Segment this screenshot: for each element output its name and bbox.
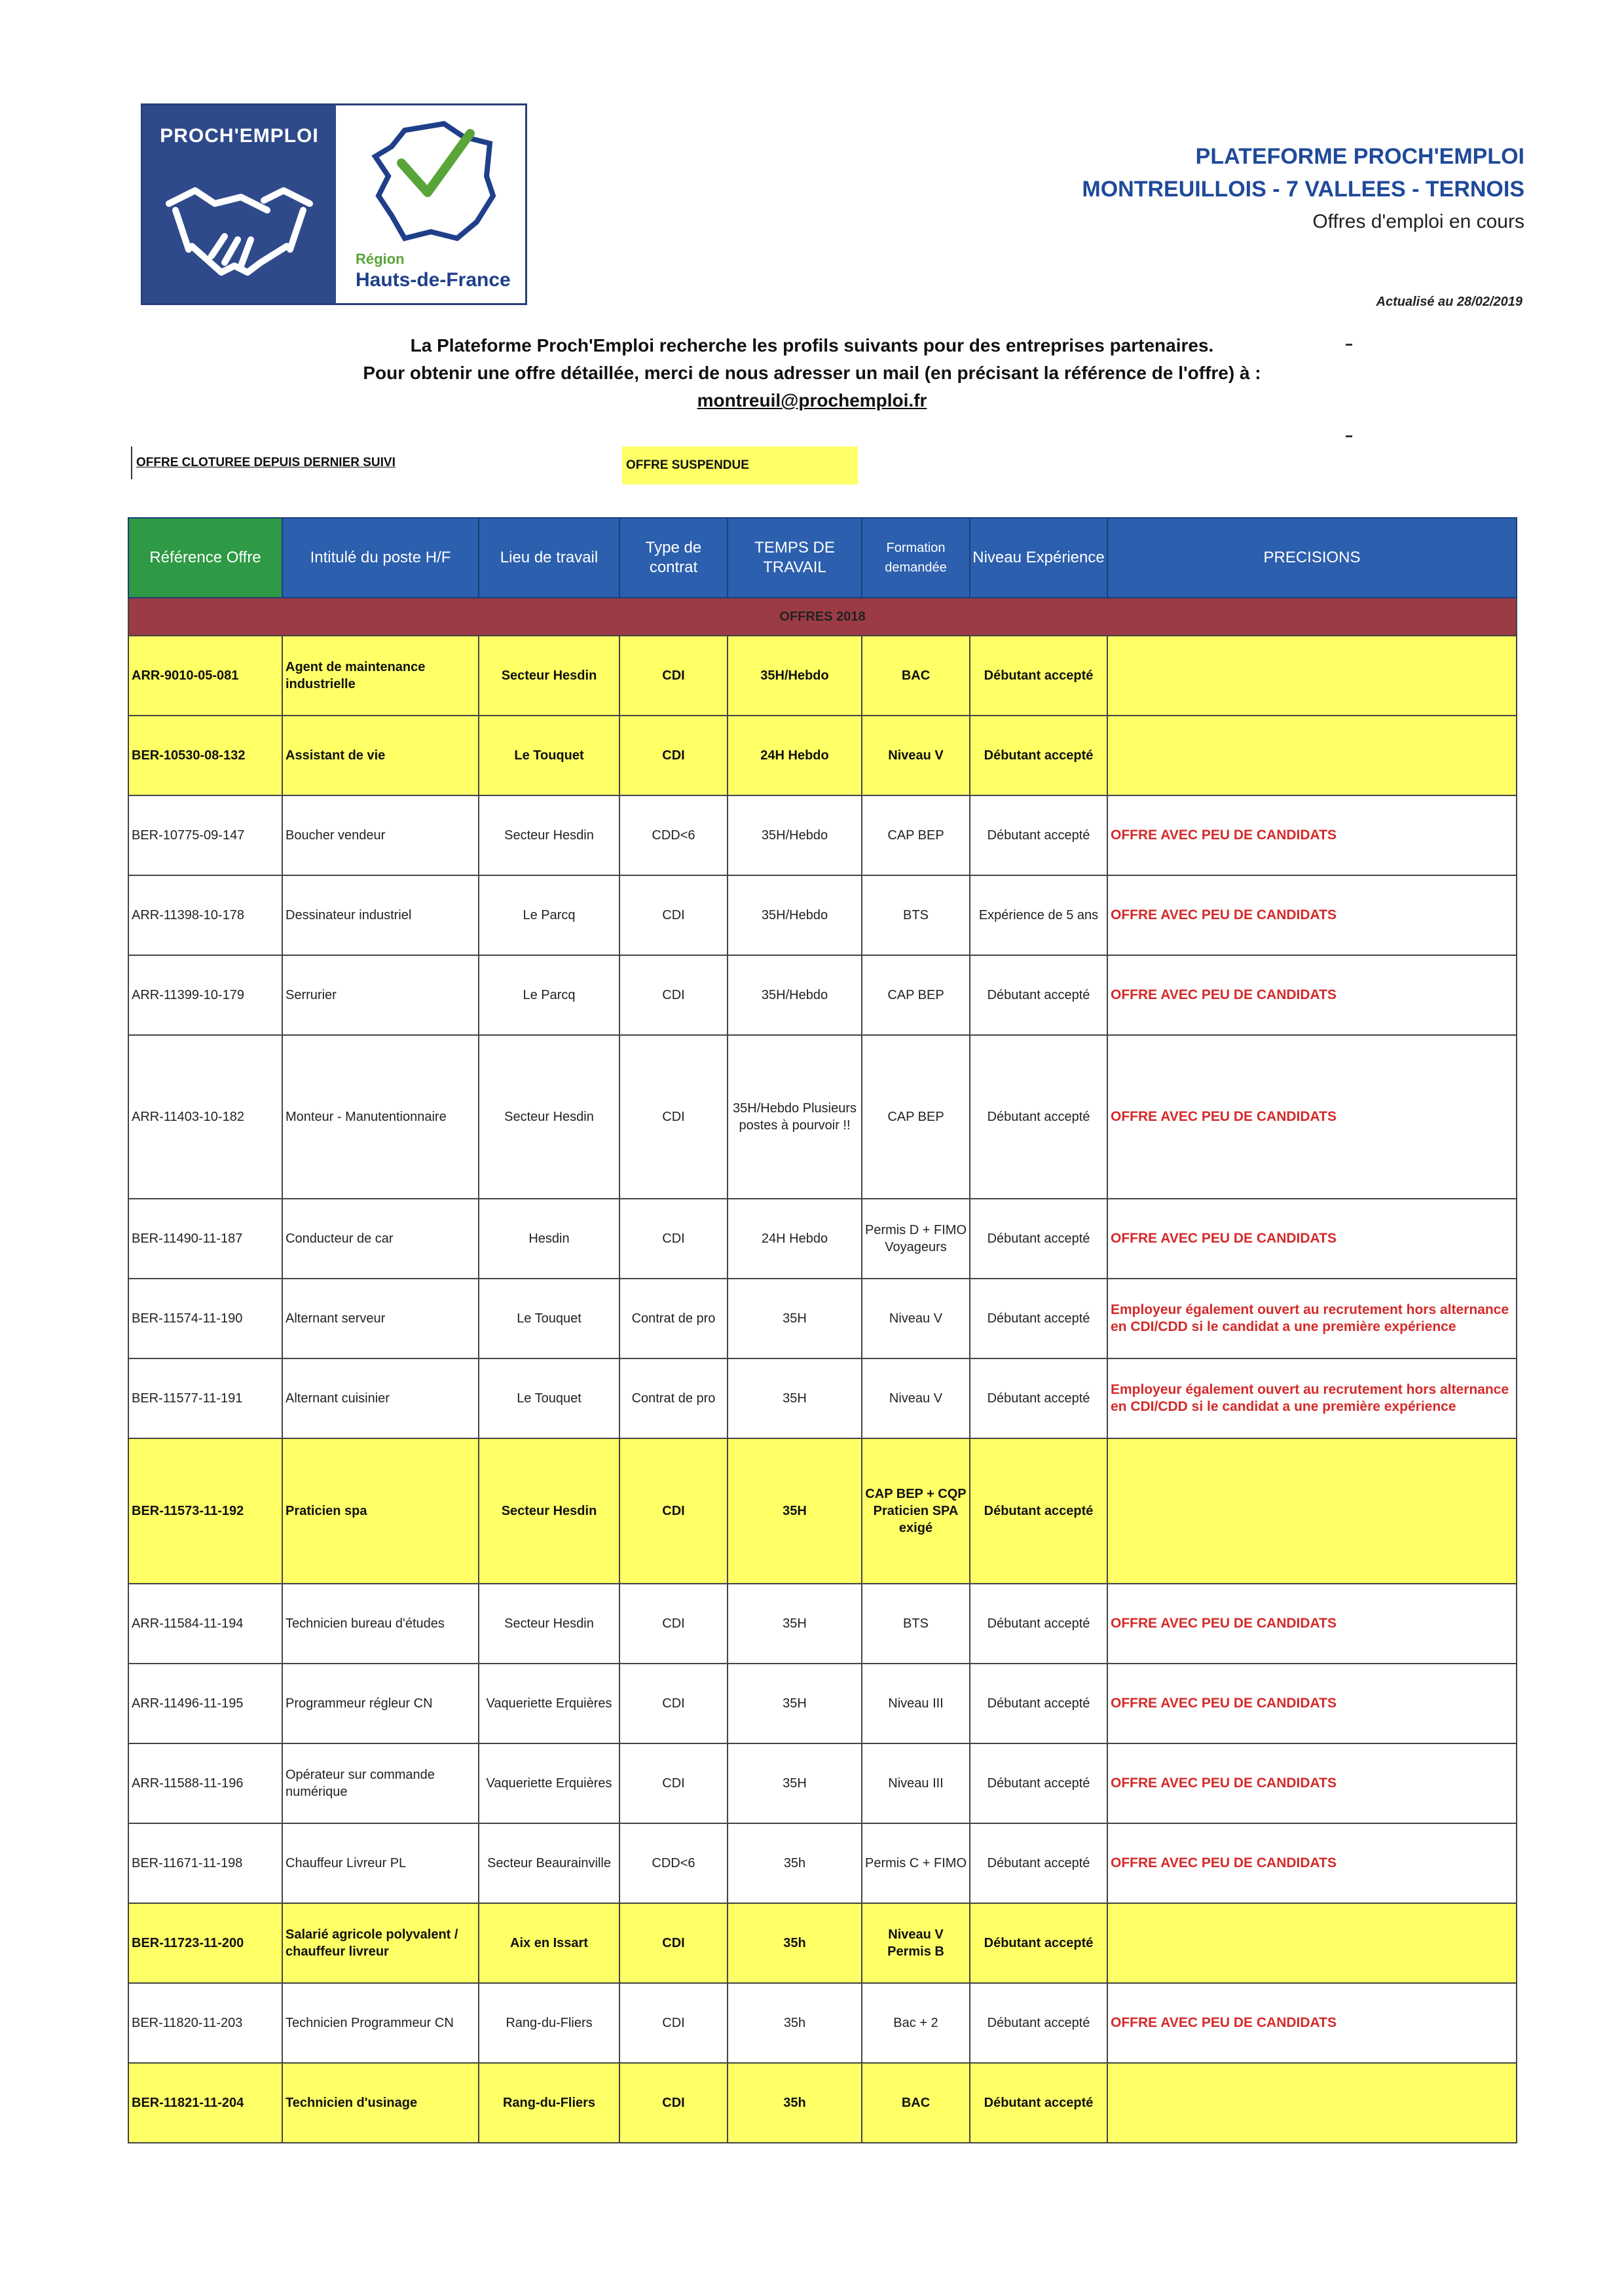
cell-reference: BER-11573-11-192 — [128, 1438, 282, 1584]
cell-level: Expérience de 5 ans — [970, 875, 1107, 955]
table-row — [128, 1358, 1517, 1438]
cell-job-title: Monteur - Manutentionnaire — [282, 1035, 479, 1199]
cell-contract: CDD<6 — [619, 1823, 728, 1903]
cell-training: BAC — [862, 636, 970, 716]
platform-title: PLATEFORME PROCH'EMPLOI — [1195, 144, 1524, 169]
cell-level: Débutant accepté — [970, 955, 1107, 1035]
cell-place: Rang-du-Fliers — [479, 2063, 619, 2143]
cell-training: Niveau III — [862, 1664, 970, 1743]
cell-precisions: OFFRE AVEC PEU DE CANDIDATS — [1107, 1664, 1517, 1743]
cell-precisions: OFFRE AVEC PEU DE CANDIDATS — [1107, 795, 1517, 875]
cell-precisions — [1107, 636, 1517, 716]
cell-contract: CDI — [619, 716, 728, 795]
scan-mark — [1346, 344, 1352, 346]
cell-time: 24H Hebdo — [728, 716, 862, 795]
table-row — [128, 1584, 1517, 1664]
table-row — [128, 1664, 1517, 1743]
cell-precisions: OFFRE AVEC PEU DE CANDIDATS — [1107, 1743, 1517, 1823]
cell-place: Secteur Hesdin — [479, 636, 619, 716]
cell-contract: CDI — [619, 1903, 728, 1983]
cell-time: 35H — [728, 1584, 862, 1664]
cell-job-title: Boucher vendeur — [282, 795, 479, 875]
col-header-training: Formation demandée — [862, 518, 970, 598]
cell-precisions: OFFRE AVEC PEU DE CANDIDATS — [1107, 1983, 1517, 2063]
cell-level: Débutant accepté — [970, 1823, 1107, 1903]
cell-contract: CDI — [619, 955, 728, 1035]
table-row — [128, 1035, 1517, 1199]
cell-job-title: Serrurier — [282, 955, 479, 1035]
territory-title: MONTREUILLOIS - 7 VALLEES - TERNOIS — [1082, 177, 1524, 202]
cell-level: Débutant accepté — [970, 1743, 1107, 1823]
cell-place: Vaqueriette Erquières — [479, 1743, 619, 1823]
scan-mark — [1346, 435, 1352, 437]
cell-place: Secteur Hesdin — [479, 1438, 619, 1584]
cell-place: Le Touquet — [479, 716, 619, 795]
cell-job-title: Agent de maintenance industrielle — [282, 636, 479, 716]
cell-place: Le Touquet — [479, 1279, 619, 1358]
cell-precisions — [1107, 1438, 1517, 1584]
cell-job-title: Chauffeur Livreur PL — [282, 1823, 479, 1903]
cell-reference: BER-11821-11-204 — [128, 2063, 282, 2143]
cell-precisions — [1107, 716, 1517, 795]
cell-reference: ARR-11399-10-179 — [128, 955, 282, 1035]
intro-line-1: La Plateforme Proch'Emploi recherche les profils suivants pour des entreprises partenaires. — [410, 335, 1214, 355]
cell-level: Débutant accepté — [970, 2063, 1107, 2143]
cell-precisions — [1107, 1903, 1517, 1983]
cell-training: Permis C + FIMO — [862, 1823, 970, 1903]
table-row — [128, 1438, 1517, 1584]
cell-contract: CDI — [619, 1584, 728, 1664]
cell-reference: ARR-11398-10-178 — [128, 875, 282, 955]
col-header-level: Niveau Expérience — [970, 518, 1107, 598]
cell-contract: CDD<6 — [619, 795, 728, 875]
cell-precisions — [1107, 2063, 1517, 2143]
cell-training: Niveau III — [862, 1743, 970, 1823]
col-header-precisions: PRECISIONS — [1107, 518, 1517, 598]
logo-region-panel — [336, 105, 525, 303]
cell-time: 35h — [728, 2063, 862, 2143]
col-header-reference: Référence Offre — [128, 518, 282, 598]
cell-job-title: Programmeur régleur CN — [282, 1664, 479, 1743]
cell-job-title: Alternant serveur — [282, 1279, 479, 1358]
logo-brand-text: PROCH'EMPLOI — [160, 125, 319, 147]
table-row — [128, 795, 1517, 875]
cell-time: 35h — [728, 1823, 862, 1903]
cell-training: Niveau V — [862, 716, 970, 795]
cell-contract: CDI — [619, 2063, 728, 2143]
cell-training: CAP BEP — [862, 955, 970, 1035]
cell-reference: ARR-11588-11-196 — [128, 1743, 282, 1823]
cell-precisions: OFFRE AVEC PEU DE CANDIDATS — [1107, 1584, 1517, 1664]
cell-precisions: Employeur également ouvert au recrutement hors alternance en CDI/CDD si le candidat a une première expérience — [1107, 1279, 1517, 1358]
cell-time: 35H/Hebdo — [728, 636, 862, 716]
cell-level: Débutant accepté — [970, 1983, 1107, 2063]
cell-level: Débutant accepté — [970, 1358, 1107, 1438]
table-row — [128, 955, 1517, 1035]
cell-training: CAP BEP + CQP Praticien SPA exigé — [862, 1438, 970, 1584]
table-row — [128, 1983, 1517, 2063]
table-row — [128, 1199, 1517, 1279]
cell-training: Niveau V — [862, 1358, 970, 1438]
cell-precisions: OFFRE AVEC PEU DE CANDIDATS — [1107, 1199, 1517, 1279]
cell-contract: CDI — [619, 1664, 728, 1743]
cell-time: 35h — [728, 1983, 862, 2063]
table-row — [128, 716, 1517, 795]
france-heart-icon — [365, 117, 503, 248]
cell-contract: CDI — [619, 1743, 728, 1823]
col-header-time: TEMPS DE TRAVAIL — [728, 518, 862, 598]
cell-contract: CDI — [619, 1983, 728, 2063]
cell-job-title: Assistant de vie — [282, 716, 479, 795]
logo-brand-panel — [143, 105, 336, 303]
cell-time: 35H — [728, 1279, 862, 1358]
cell-place: Le Touquet — [479, 1358, 619, 1438]
logo-region-name: Hauts-de-France — [356, 269, 511, 291]
cell-job-title: Technicien bureau d'études — [282, 1584, 479, 1664]
cell-time: 35H/Hebdo — [728, 955, 862, 1035]
col-header-contract: Type de contrat — [619, 518, 728, 598]
cell-place: Secteur Hesdin — [479, 1584, 619, 1664]
cell-place: Rang-du-Fliers — [479, 1983, 619, 2063]
cell-training: BAC — [862, 2063, 970, 2143]
table-header-row — [128, 518, 1517, 598]
cell-training: Niveau V Permis B — [862, 1903, 970, 1983]
cell-training: CAP BEP — [862, 1035, 970, 1199]
cell-reference: ARR-9010-05-081 — [128, 636, 282, 716]
cell-reference: BER-11671-11-198 — [128, 1823, 282, 1903]
cell-contract: CDI — [619, 1438, 728, 1584]
cell-contract: Contrat de pro — [619, 1358, 728, 1438]
legend-closed-offer: OFFRE CLOTUREE DEPUIS DERNIER SUIVI — [131, 446, 439, 479]
cell-job-title: Technicien Programmeur CN — [282, 1983, 479, 2063]
intro-line-2: Pour obtenir une offre détaillée, merci de nous adresser un mail (en précisant la référence de l'offre) à : — [363, 363, 1261, 383]
cell-training: CAP BEP — [862, 795, 970, 875]
cell-contract: CDI — [619, 1199, 728, 1279]
cell-level: Débutant accepté — [970, 1279, 1107, 1358]
cell-training: Bac + 2 — [862, 1983, 970, 2063]
cell-contract: CDI — [619, 875, 728, 955]
cell-contract: CDI — [619, 636, 728, 716]
table-row — [128, 1823, 1517, 1903]
logo-region-label: Région — [356, 251, 405, 267]
table-row — [128, 1279, 1517, 1358]
cell-time: 35h — [728, 1903, 862, 1983]
cell-reference: ARR-11403-10-182 — [128, 1035, 282, 1199]
document-subtitle: Offres d'emploi en cours — [1312, 211, 1524, 232]
table-row — [128, 1903, 1517, 1983]
cell-level: Débutant accepté — [970, 1664, 1107, 1743]
cell-level: Débutant accepté — [970, 1438, 1107, 1584]
job-offers-table — [128, 517, 1517, 2143]
cell-place: Secteur Hesdin — [479, 1035, 619, 1199]
cell-reference: BER-11820-11-203 — [128, 1983, 282, 2063]
legend-suspended-offer: OFFRE SUSPENDUE — [622, 446, 858, 484]
cell-training: Niveau V — [862, 1279, 970, 1358]
cell-time: 35H — [728, 1358, 862, 1438]
cell-precisions: OFFRE AVEC PEU DE CANDIDATS — [1107, 955, 1517, 1035]
cell-reference: BER-10775-09-147 — [128, 795, 282, 875]
cell-job-title: Salarié agricole polyvalent / chauffeur livreur — [282, 1903, 479, 1983]
table-row — [128, 1743, 1517, 1823]
cell-precisions: OFFRE AVEC PEU DE CANDIDATS — [1107, 1035, 1517, 1199]
cell-place: Secteur Hesdin — [479, 795, 619, 875]
cell-time: 35H — [728, 1438, 862, 1584]
section-title: OFFRES 2018 — [128, 598, 1517, 636]
update-date: Actualisé au 28/02/2019 — [1376, 295, 1522, 309]
cell-place: Secteur Beaurainville — [479, 1823, 619, 1903]
cell-time: 24H Hebdo — [728, 1199, 862, 1279]
cell-job-title: Alternant cuisinier — [282, 1358, 479, 1438]
cell-level: Débutant accepté — [970, 1903, 1107, 1983]
cell-place: Hesdin — [479, 1199, 619, 1279]
handshake-icon — [162, 164, 316, 289]
prochemploi-logo — [141, 103, 527, 305]
cell-reference: BER-11574-11-190 — [128, 1279, 282, 1358]
cell-contract: Contrat de pro — [619, 1279, 728, 1358]
cell-reference: BER-11723-11-200 — [128, 1903, 282, 1983]
cell-time: 35H/Hebdo — [728, 875, 862, 955]
table-row — [128, 875, 1517, 955]
cell-place: Aix en Issart — [479, 1903, 619, 1983]
cell-level: Débutant accepté — [970, 636, 1107, 716]
cell-job-title: Technicien d'usinage — [282, 2063, 479, 2143]
cell-time: 35H — [728, 1743, 862, 1823]
table-body — [128, 598, 1517, 2143]
cell-job-title: Opérateur sur commande numérique — [282, 1743, 479, 1823]
cell-reference: BER-11490-11-187 — [128, 1199, 282, 1279]
cell-level: Débutant accepté — [970, 795, 1107, 875]
table-row — [128, 2063, 1517, 2143]
contact-email[interactable]: montreuil@prochemploi.fr — [697, 390, 927, 410]
cell-level: Débutant accepté — [970, 716, 1107, 795]
cell-time: 35H/Hebdo Plusieurs postes à pourvoir !! — [728, 1035, 862, 1199]
cell-place: Le Parcq — [479, 955, 619, 1035]
cell-level: Débutant accepté — [970, 1584, 1107, 1664]
col-header-place: Lieu de travail — [479, 518, 619, 598]
cell-precisions: Employeur également ouvert au recrutement hors alternance en CDI/CDD si le candidat a une première expérience — [1107, 1358, 1517, 1438]
cell-reference: ARR-11496-11-195 — [128, 1664, 282, 1743]
cell-training: BTS — [862, 1584, 970, 1664]
cell-reference: ARR-11584-11-194 — [128, 1584, 282, 1664]
col-header-title: Intitulé du poste H/F — [282, 518, 479, 598]
cell-job-title: Dessinateur industriel — [282, 875, 479, 955]
cell-level: Débutant accepté — [970, 1199, 1107, 1279]
cell-training: Permis D + FIMO Voyageurs — [862, 1199, 970, 1279]
cell-time: 35H/Hebdo — [728, 795, 862, 875]
cell-time: 35H — [728, 1664, 862, 1743]
cell-reference: BER-10530-08-132 — [128, 716, 282, 795]
cell-precisions: OFFRE AVEC PEU DE CANDIDATS — [1107, 875, 1517, 955]
cell-level: Débutant accepté — [970, 1035, 1107, 1199]
table-row — [128, 636, 1517, 716]
cell-contract: CDI — [619, 1035, 728, 1199]
cell-job-title: Conducteur de car — [282, 1199, 479, 1279]
section-row — [128, 598, 1517, 636]
cell-precisions: OFFRE AVEC PEU DE CANDIDATS — [1107, 1823, 1517, 1903]
cell-reference: BER-11577-11-191 — [128, 1358, 282, 1438]
cell-job-title: Praticien spa — [282, 1438, 479, 1584]
cell-training: BTS — [862, 875, 970, 955]
cell-place: Vaqueriette Erquières — [479, 1664, 619, 1743]
cell-place: Le Parcq — [479, 875, 619, 955]
